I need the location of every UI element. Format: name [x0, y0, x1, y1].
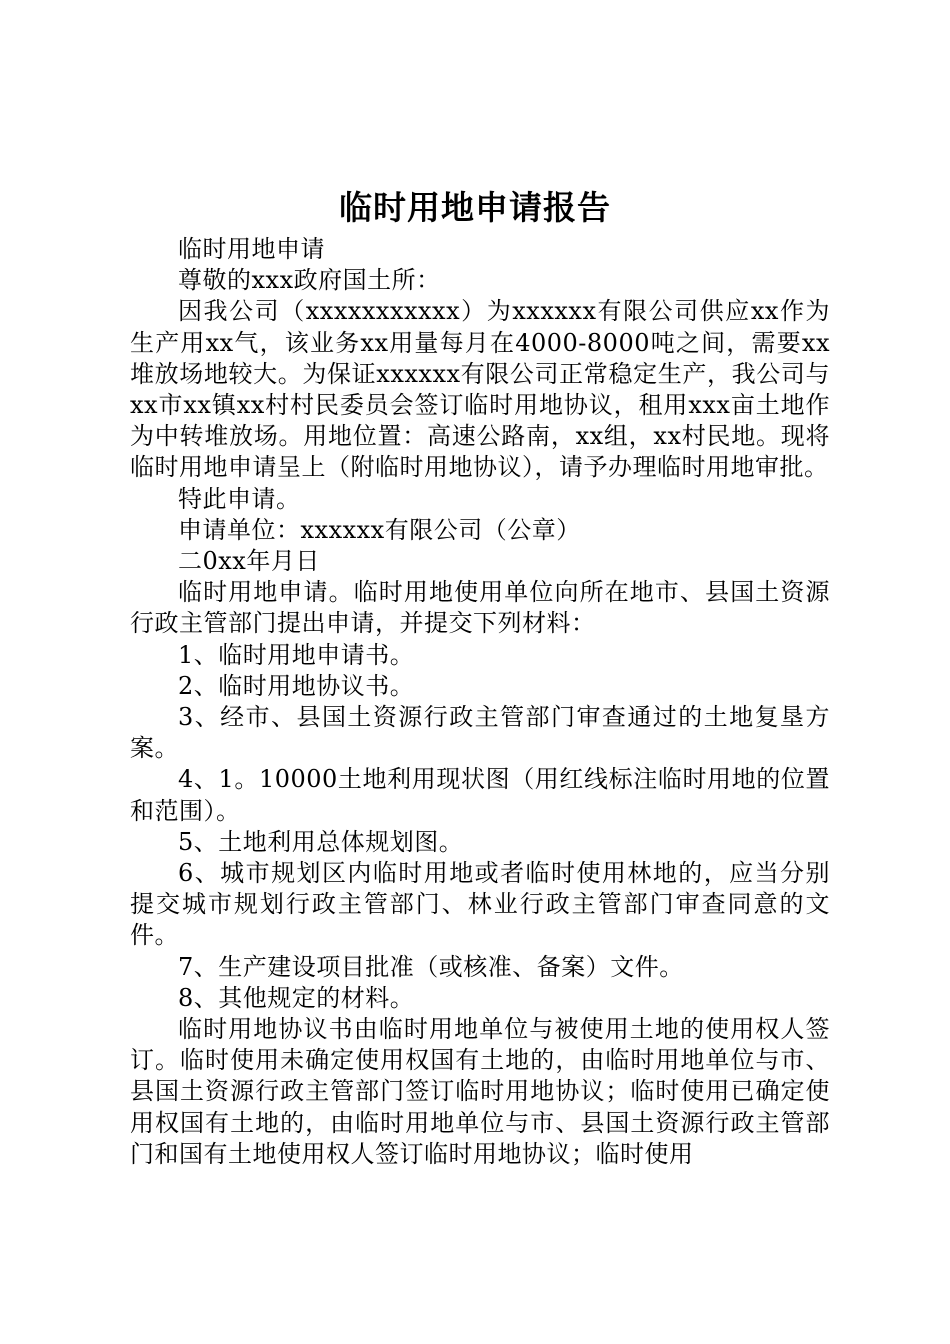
paragraph-request: 因我公司（xxxxxxxxxxx）为xxxxxx有限公司供应xx作为生产用xx气，该业务xx用量每月在4000-8000吨之间，需要xx堆放场地较大。为保证xxxxxx有限公司正常稳定生产，我公司与xx市xx镇xx村村民委员会签订临时用地协议，租用xxx亩土地作为中转堆放场。用地位置：高速公路南，xx组，xx村民地。现将临时用地申请呈上（附临时用地协议），请予办理临时用地审批。: [130, 297, 830, 482]
document-body: [130, 234, 830, 1170]
paragraph-procedure: 临时用地申请。临时用地使用单位向所在地市、县国土资源行政主管部门提出申请，并提交下列材料：: [130, 578, 830, 638]
paragraph-salutation: 尊敬的xxx政府国土所：: [178, 266, 441, 295]
list-item: 3、经市、县国土资源行政主管部门审查通过的土地复垦方案。: [130, 703, 830, 763]
list-item: 8、其他规定的材料。: [178, 983, 415, 1012]
list-item: 2、临时用地协议书。: [178, 671, 415, 700]
list-item: 4、1。10000土地利用现状图（用红线标注临时用地的位置和范围）。: [130, 765, 830, 825]
document-title: 临时用地申请报告: [339, 188, 611, 227]
paragraph-date: 二0xx年月日: [178, 547, 320, 576]
list-item: 7、生产建设项目批准（或核准、备案）文件。: [178, 952, 684, 981]
paragraph-agreement: 临时用地协议书由临时用地单位与被使用土地的使用权人签订。临时使用未确定使用权国有土地的，由临时用地单位与市、县国土资源行政主管部门签订临时用地协议；临时使用已确定使用权国有土地的，由临时用地单位与市、县国土资源行政主管部门和国有土地使用权人签订临时用地协议；临时使用: [130, 1015, 830, 1168]
list-item: 5、土地利用总体规划图。: [178, 827, 464, 856]
paragraph-closing: 特此申请。: [178, 484, 301, 513]
list-item: 1、临时用地申请书。: [178, 640, 415, 669]
paragraph-heading: 临时用地申请: [178, 235, 325, 263]
paragraph-applicant: 申请单位：xxxxxx有限公司（公章）: [178, 515, 581, 544]
list-item: 6、城市规划区内临时用地或者临时使用林地的，应当分别提交城市规划行政主管部门、林业行政主管部门审查同意的文件。: [130, 859, 830, 950]
